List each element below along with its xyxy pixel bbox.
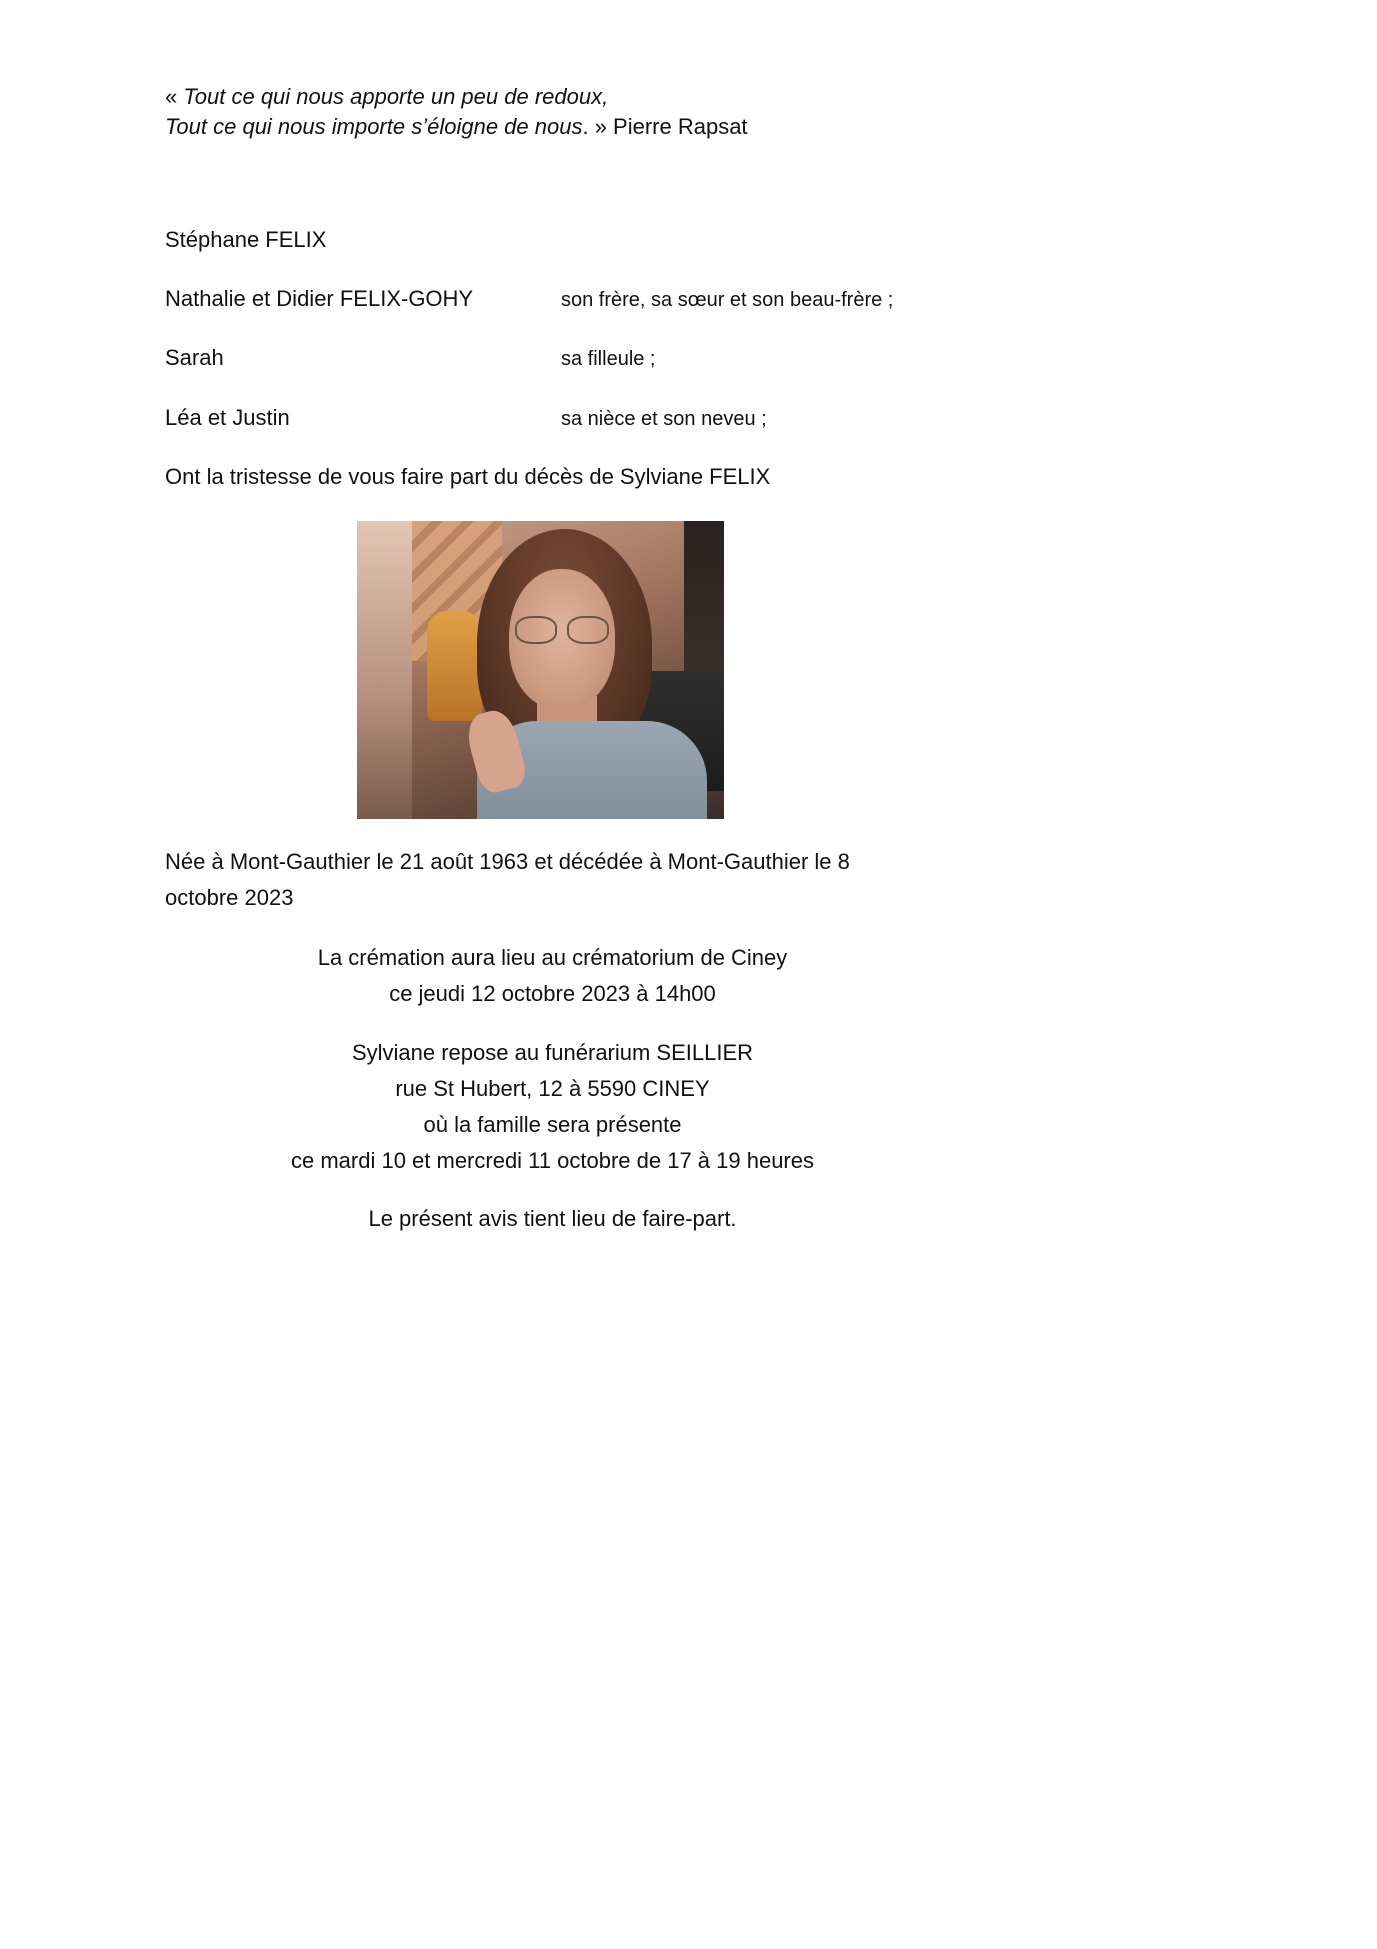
funerarium-line-4: ce mardi 10 et mercredi 11 octobre de 17 à 19 heures bbox=[290, 1148, 814, 1173]
quote-open-mark: « bbox=[165, 84, 184, 109]
quote-author: . » Pierre Rapsat bbox=[582, 114, 748, 139]
family-name-4: Léa et Justin bbox=[165, 405, 290, 430]
family-relation-3: sa filleule ; bbox=[561, 348, 656, 370]
quote-line-1 bbox=[165, 82, 608, 112]
family-relation-2: son frère, sa sœur et son beau-frère ; bbox=[561, 289, 894, 311]
funerarium-line-3: où la famille sera présente bbox=[423, 1112, 682, 1137]
cremation-line-1: La crémation aura lieu au crématorium de Ciney bbox=[317, 945, 788, 970]
funerarium-line-1: Sylviane repose au funérarium SEILLIER bbox=[351, 1040, 754, 1065]
death-announcement: Ont la tristesse de vous faire part du décès de Sylviane FELIX bbox=[165, 464, 771, 489]
closing-text: Le présent avis tient lieu de faire-part. bbox=[368, 1206, 737, 1231]
family-name-1: Stéphane FELIX bbox=[165, 227, 327, 252]
cremation-line-2: ce jeudi 12 octobre 2023 à 14h00 bbox=[389, 981, 716, 1006]
quote-text-1: Tout ce qui nous apporte un peu de redoux, bbox=[183, 84, 609, 109]
family-name-3: Sarah bbox=[165, 345, 224, 370]
birth-death-line-2: octobre 2023 bbox=[165, 885, 294, 910]
quote-text-2: Tout ce qui nous importe s’éloigne de nous bbox=[165, 114, 583, 139]
family-relation-4: sa nièce et son neveu ; bbox=[561, 408, 767, 430]
funerarium-block bbox=[165, 1035, 940, 1179]
portrait-photo bbox=[357, 521, 724, 819]
closing-block bbox=[165, 1201, 940, 1237]
family-name-2: Nathalie et Didier FELIX-GOHY bbox=[165, 286, 474, 311]
cremation-block bbox=[165, 940, 940, 1012]
funerarium-line-2: rue St Hubert, 12 à 5590 CINEY bbox=[395, 1076, 710, 1101]
birth-death-line-1: Née à Mont-Gauthier le 21 août 1963 et décédée à Mont-Gauthier le 8 bbox=[165, 849, 850, 874]
quote-line-2 bbox=[165, 112, 748, 142]
